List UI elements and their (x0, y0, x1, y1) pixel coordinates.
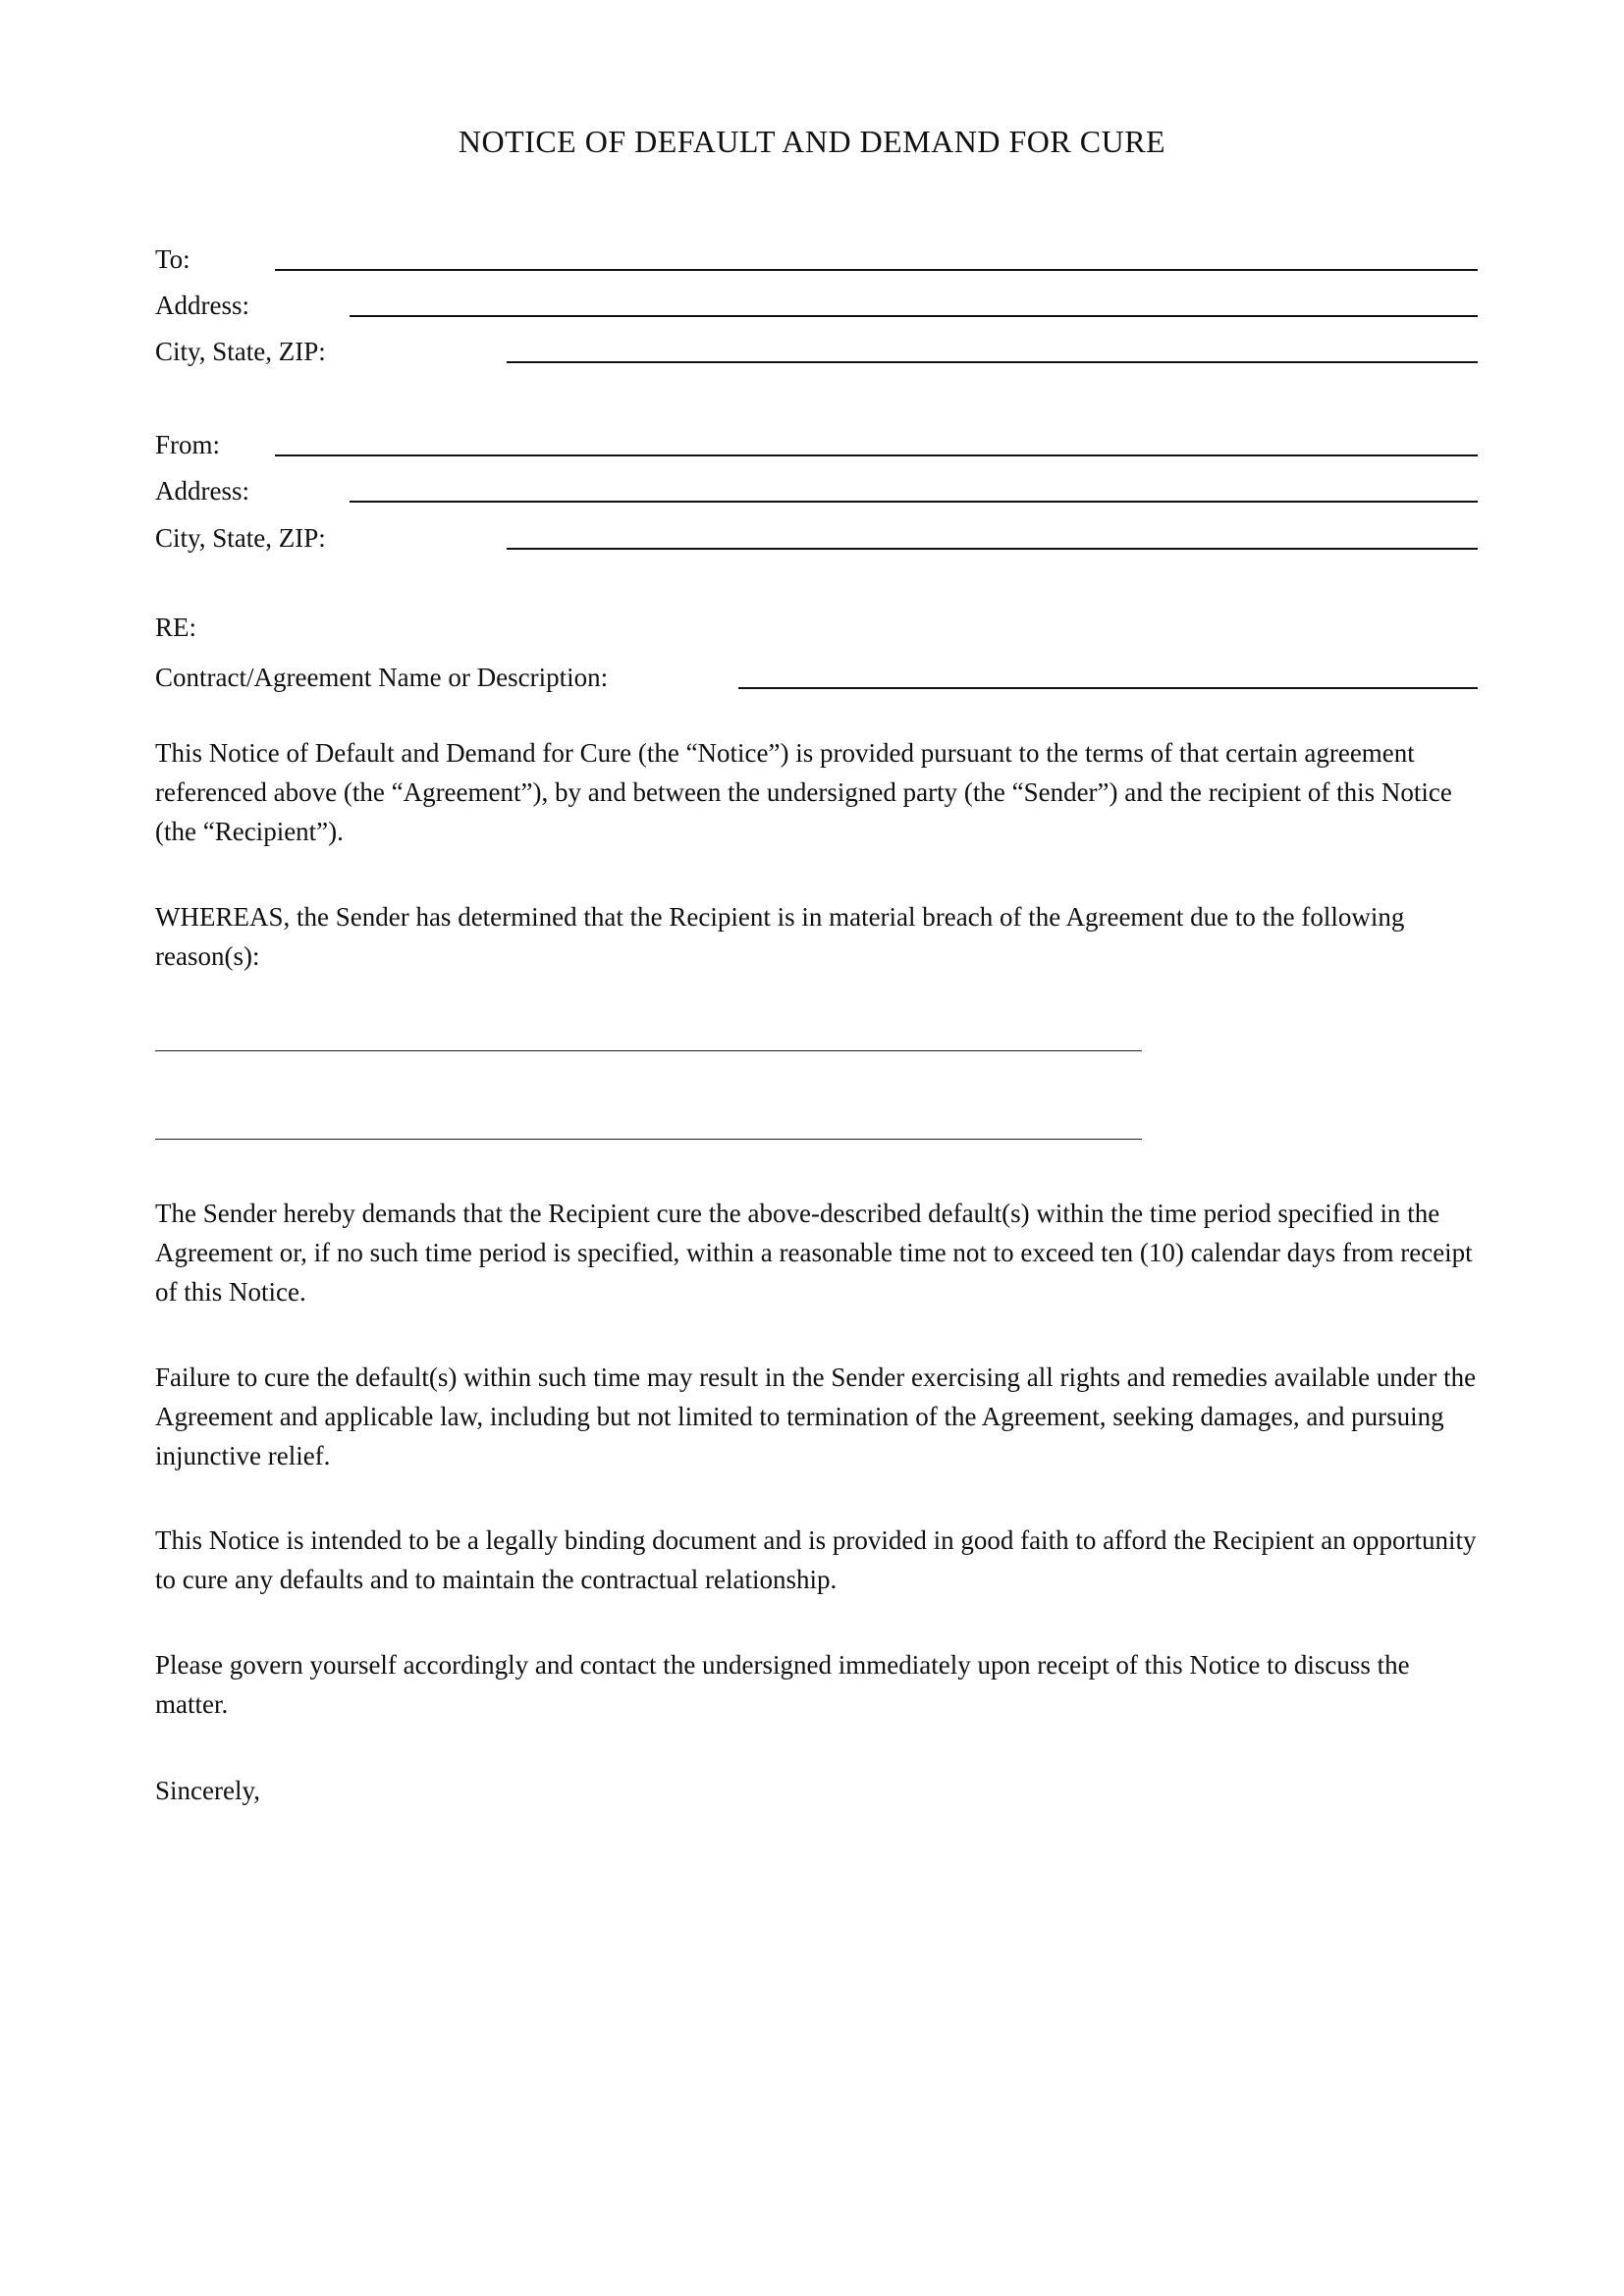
intro-paragraph: This Notice of Default and Demand for Cure (the “Notice”) is provided pursuant to the terms of that certain agreement referenced above (the “Agreement”), by and between the undersigned party (the “Sender”) and the recipient of this Notice (the “Recipient”). (155, 738, 1452, 846)
from-blank-line[interactable] (275, 454, 1478, 456)
contract-label: Contract/Agreement Name or Description: (155, 663, 609, 692)
to-blank-line[interactable] (275, 269, 1478, 271)
failure-paragraph: Failure to cure the default(s) within such time may result in the Sender exercising all rights and remedies available under the Agreement and applicable law, including but not limited to termination of the Agreement, seeking damages, and pursuing injunctive relief. (155, 1362, 1477, 1470)
govern-paragraph: Please govern yourself accordingly and contact the undersigned immediately upon receipt of this Notice to discuss the matter. (155, 1650, 1410, 1719)
demand-paragraph: The Sender hereby demands that the Recipient cure the above-described default(s) within the time period specified in the Agreement or, if no such time period is specified, within a reasonable time not to exceed ten (10) calendar days from receipt of this Notice. (155, 1199, 1473, 1307)
document-title: NOTICE OF DEFAULT AND DEMAND FOR CURE (458, 124, 1166, 159)
from-address-label: Address: (155, 476, 249, 506)
to-city-label: City, State, ZIP: (155, 337, 326, 366)
to-address-blank-line[interactable] (350, 315, 1478, 317)
re-label: RE: (155, 613, 197, 642)
from-label: From: (155, 430, 221, 459)
to-city-blank-line[interactable] (507, 361, 1478, 363)
to-city-field (155, 332, 1478, 371)
from-city-label: City, State, ZIP: (155, 523, 326, 553)
from-city-field (155, 518, 1478, 558)
from-field (155, 425, 1478, 464)
reason-blank-line-2[interactable] (155, 1139, 1142, 1140)
to-address-field (155, 286, 1478, 325)
to-field (155, 240, 1478, 279)
from-city-blank-line[interactable] (507, 548, 1478, 550)
from-address-blank-line[interactable] (350, 501, 1478, 503)
binding-paragraph: This Notice is intended to be a legally binding document and is provided in good faith to afford the Recipient an opportunity to cure any defaults and to maintain the contractual relationship. (155, 1525, 1477, 1594)
contract-field (155, 658, 1478, 697)
closing-text: Sincerely, (155, 1776, 260, 1805)
to-label: To: (155, 244, 190, 274)
from-address-field (155, 471, 1478, 510)
to-address-label: Address: (155, 291, 249, 320)
contract-blank-line[interactable] (738, 687, 1478, 689)
reason-blank-line-1[interactable] (155, 1050, 1142, 1051)
whereas-paragraph: WHEREAS, the Sender has determined that the Recipient is in material breach of the Agreement due to the following reason(s): (155, 902, 1405, 971)
